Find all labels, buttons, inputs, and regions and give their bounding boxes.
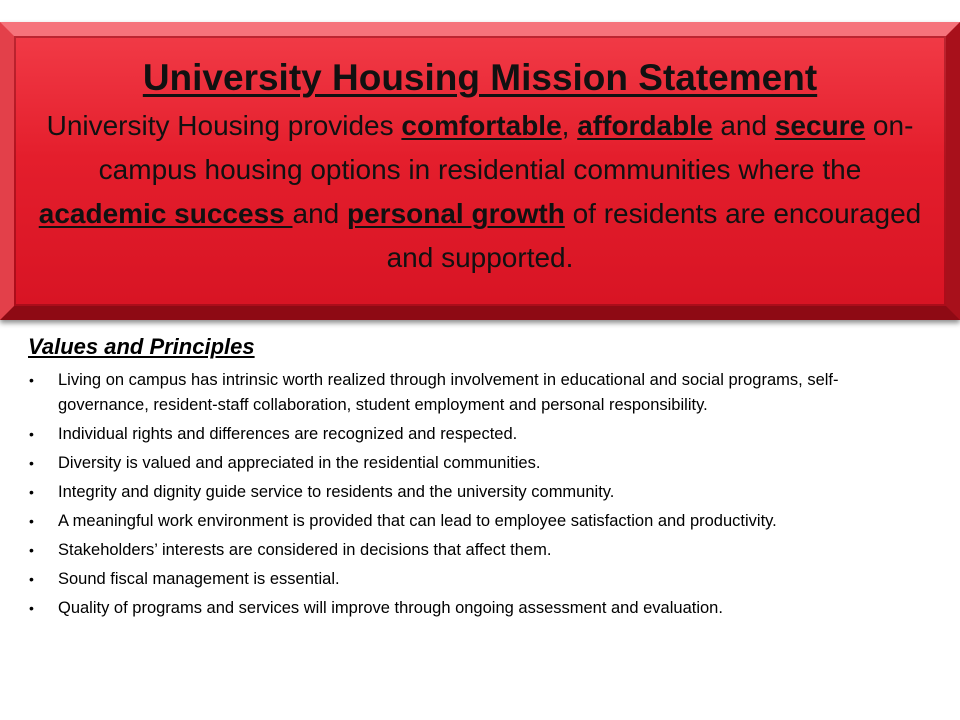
bullet-icon: • — [29, 570, 34, 587]
value-item-text: Diversity is valued and appreciated in the residential communities. — [58, 453, 541, 472]
mission-emphasis: affordable — [577, 110, 713, 141]
value-item — [28, 451, 928, 476]
mission-text: , — [561, 110, 578, 141]
mission-text: on-campus housing options in residential communities where the — [98, 110, 914, 185]
mission-title: University Housing Mission Statement — [142, 57, 818, 98]
value-item-text: A meaningful work environment is provided that can lead to employee satisfaction and productivity. — [58, 511, 777, 530]
bullet-icon: • — [29, 372, 34, 388]
values-heading: Values and Principles — [28, 334, 255, 359]
value-item-text: Individual rights and differences are recognized and respected. — [58, 424, 518, 443]
mission-text: of residents are encouraged and supported. — [386, 198, 922, 273]
bullet-icon: • — [29, 483, 34, 500]
mission-text: and — [292, 198, 347, 229]
value-item-text: Integrity and dignity guide service to residents and the university community. — [58, 482, 615, 501]
mission-text: University Housing provides — [46, 110, 402, 141]
value-item-text: Sound fiscal management is essential. — [58, 569, 340, 588]
bullet-icon: • — [29, 512, 34, 529]
mission-emphasis: secure — [774, 110, 866, 141]
mission-emphasis: comfortable — [401, 110, 562, 141]
value-item-text: Quality of programs and services will improve through ongoing assessment and evaluation. — [58, 598, 723, 617]
mission-statement-inner — [14, 36, 946, 306]
mission-statement-box — [0, 22, 960, 320]
value-item — [28, 422, 928, 447]
mission-text: and — [712, 110, 775, 141]
mission-emphasis: academic success — [38, 198, 293, 229]
mission-emphasis: personal growth — [347, 198, 565, 229]
value-item — [28, 538, 928, 563]
value-item — [28, 567, 928, 592]
value-item-text: Stakeholders’ interests are considered in decisions that affect them. — [58, 540, 552, 559]
values-section — [28, 332, 928, 625]
bullet-icon: • — [29, 454, 34, 471]
bullet-icon: • — [29, 541, 34, 558]
value-item — [28, 480, 928, 505]
mission-body — [32, 104, 928, 280]
value-item — [28, 596, 928, 621]
value-item — [28, 368, 928, 417]
value-item-text: Living on campus has intrinsic worth realized through involvement in educational and social programs, self-governance, resident-staff collaboration, student employment and personal responsibility. — [58, 371, 839, 414]
bullet-icon: • — [29, 599, 34, 616]
bullet-icon: • — [29, 425, 34, 442]
values-list — [28, 368, 928, 620]
value-item — [28, 509, 928, 534]
